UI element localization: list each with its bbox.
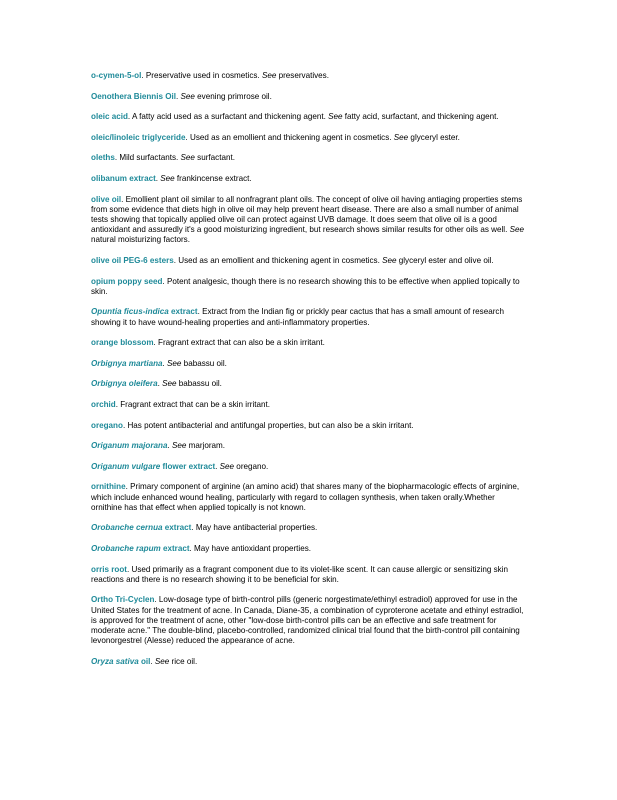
glossary-entry: ornithine. Primary component of arginine (an amino acid) that shares many of the biopharmacologic effects of arginine, which include enhanced wound healing, particularly with regard to collagen synthesis, when taken orally.Whether ornithine has that effect when applied topically is not known. (91, 482, 520, 512)
glossary-entry: Orbignya oleifera. See babassu oil. (91, 379, 222, 389)
entry-term: Orobanche rapum extract (91, 543, 190, 553)
glossary-entry: Orbignya martiana. See babassu oil. (91, 358, 227, 368)
glossary-entry: Origanum vulgare flower extract. See oregano. (91, 461, 269, 471)
glossary-entry: orchid. Fragrant extract that can be a skin irritant. (91, 399, 271, 409)
entry-term: Ortho Tri-Cyclen (91, 595, 155, 605)
entry-term: Oenothera Biennis Oil (91, 91, 177, 101)
entry-term: Oryza sativa oil (91, 656, 151, 666)
entry-term: Origanum vulgare flower extract (91, 461, 216, 471)
glossary-entry: oleic/linoleic triglyceride. Used as an emollient and thickening agent in cosmetics. See glyceryl ester. (91, 132, 460, 142)
entry-term: Orbignya oleifera (91, 379, 158, 389)
glossary-entry: Origanum majorana. See marjoram. (91, 441, 226, 451)
glossary-entry: o-cymen-5-ol. Preservative used in cosmetics. See preservatives. (91, 71, 329, 80)
glossary-entry: oleths. Mild surfactants. See surfactant. (91, 153, 235, 163)
entry-term: oleths (91, 153, 115, 163)
glossary-entry: olive oil. Emollient plant oil similar to all nonfragrant plant oils. The concept of olive oil having antiaging properties stems from some evidence that diets high in olive oil may help prevent heart disease. There are also a small number of animal tests showing that topically applied olive oil can protect against UVB damage. It does seem that olive oil is a good antioxidant and assuredly it's a good moisturizing ingredient, but research shows similar results for other oils as well. See natural moisturizing factors. (91, 194, 524, 245)
glossary-entry: Opuntia ficus-indica extract. Extract from the Indian fig or prickly pear cactus that has a small amount of research showing it to have wound-healing properties and anti-inflammatory properties. (91, 307, 504, 327)
entry-term: oleic acid (91, 112, 128, 122)
entry-term: olive oil (91, 194, 122, 204)
entry-term: orris root (91, 564, 127, 574)
glossary-entry: Orobanche cernua extract. May have antibacterial properties. (91, 523, 318, 533)
entry-term: orange blossom (91, 338, 154, 348)
entry-term: Opuntia ficus-indica extract (91, 307, 198, 317)
glossary-page (91, 71, 527, 677)
entry-term: o-cymen-5-ol (91, 71, 142, 80)
entry-term: oleic/linoleic triglyceride (91, 132, 186, 142)
glossary-entry: orris root. Used primarily as a fragrant component due to its violet-like scent. It can cause allergic or sensitizing skin reactions and there is no research showing it to be beneficial for skin. (91, 564, 509, 584)
entry-term: opium poppy seed (91, 276, 163, 286)
glossary-entry: Ortho Tri-Cyclen. Low-dosage type of birth-control pills (generic norgestimate/ethinyl estradiol) approved for use in the United States for the treatment of acne. In Canada, Diane-35, a combination of cyproterone acetate and ethinyl estradiol, is approved for the treatment of acne, other "low-dose birth-control pills can be an effective and safe treatment for moderate acne." The double-blind, placebo-controlled, randomized clinical trial found that the birth-control pill containing levonorgestrel (Alesse) reduced the appearance of acne. (91, 595, 524, 646)
entry-term: olive oil PEG-6 esters (91, 255, 174, 265)
entry-term: ornithine (91, 482, 126, 492)
entry-term: Origanum majorana (91, 441, 168, 451)
entry-term: olibanum extract (91, 173, 156, 183)
entry-term: Orobanche cernua extract (91, 523, 192, 533)
glossary-entry: Oryza sativa oil. See rice oil. (91, 656, 198, 666)
glossary-entry: oregano. Has potent antibacterial and antifungal properties, but can also be a skin irritant. (91, 420, 414, 430)
glossary-entry: Orobanche rapum extract. May have antioxidant properties. (91, 543, 311, 553)
entry-term: orchid (91, 399, 116, 409)
glossary-entry: olive oil PEG-6 esters. Used as an emollient and thickening agent in cosmetics. See glyceryl ester and olive oil. (91, 255, 494, 265)
glossary-entry: Oenothera Biennis Oil. See evening primrose oil. (91, 91, 272, 101)
glossary-entry: orange blossom. Fragrant extract that can also be a skin irritant. (91, 338, 325, 348)
glossary-entry: olibanum extract. See frankincense extract. (91, 173, 252, 183)
glossary-entry: opium poppy seed. Potent analgesic, though there is no research showing this to be effective when applied topically to skin. (91, 276, 520, 296)
entry-term: oregano (91, 420, 123, 430)
entry-term: Orbignya martiana (91, 358, 163, 368)
glossary-entry: oleic acid. A fatty acid used as a surfactant and thickening agent. See fatty acid, surfactant, and thickening agent. (91, 112, 499, 122)
